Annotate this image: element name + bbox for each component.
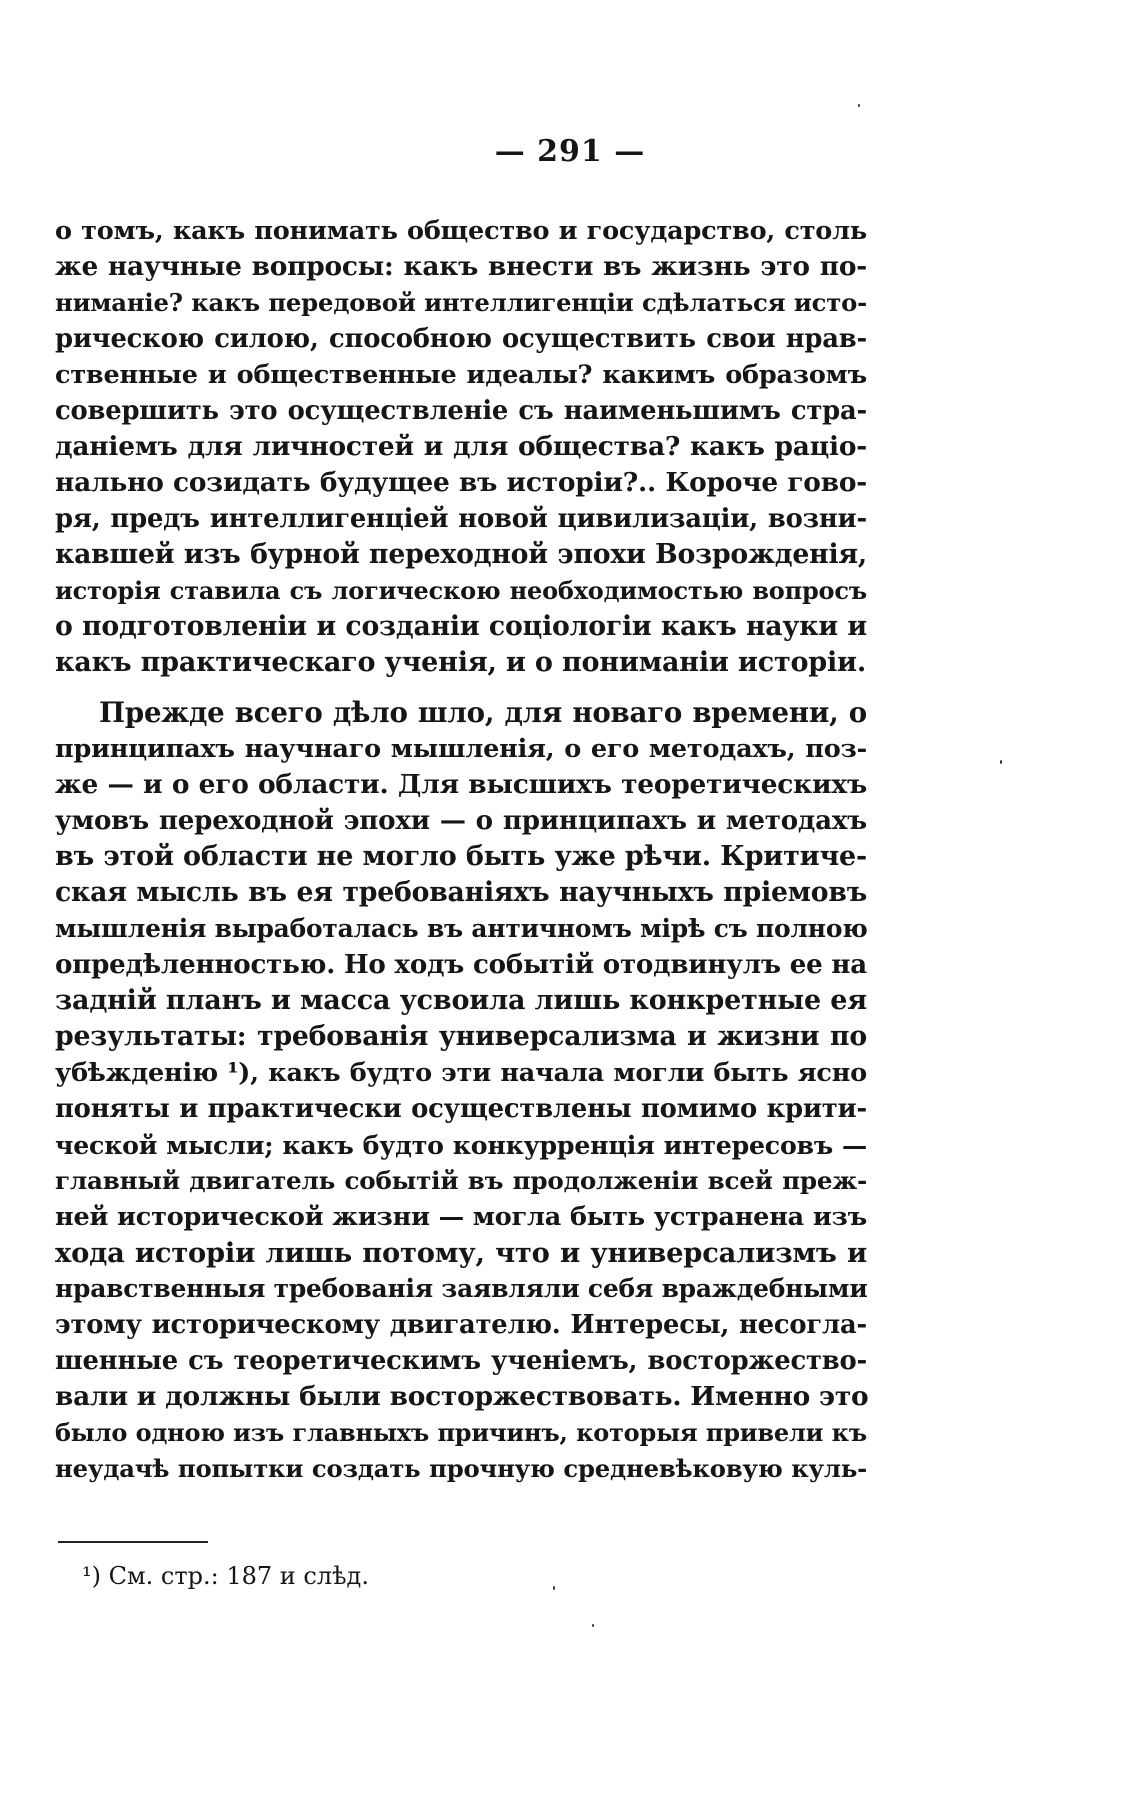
footnote: ¹) См. стр.: 187 и слѣд. bbox=[82, 1562, 369, 1590]
text-line: нравственныя требованія заявляли себя враждебными bbox=[55, 1274, 868, 1303]
text-line: хода исторіи лишь потому, что и универсализмъ и bbox=[55, 1237, 867, 1269]
text-line: нально созидать будущее въ исторіи?.. Короче гово- bbox=[55, 467, 867, 498]
print-speck bbox=[1000, 760, 1002, 764]
text-line: главный двигатель событій въ продолженіи всей преж- bbox=[55, 1166, 867, 1195]
text-line: Прежде всего дѣло шло, для новаго времени, о bbox=[99, 696, 867, 729]
text-line: же научные вопросы: какъ внести въ жизнь это по- bbox=[55, 251, 867, 282]
text-line: ря, предъ интеллигенціей новой цивилизаціи, возни- bbox=[55, 504, 867, 534]
paragraph-gap bbox=[55, 681, 867, 695]
text-line: о томъ, какъ понимать общество и государство, столь bbox=[55, 216, 867, 246]
print-speck bbox=[553, 1586, 555, 1590]
text-line: ниманіе? какъ передовой интеллигенціи сдѣлаться исто- bbox=[55, 288, 867, 317]
footnote-divider bbox=[58, 1541, 208, 1543]
text-line: этому историческому двигателю. Интересы, несогла- bbox=[55, 1310, 867, 1340]
body-text bbox=[55, 213, 867, 1487]
text-line: поняты и практически осуществлены помимо крити- bbox=[55, 1094, 867, 1124]
text-line: опредѣленностью. Но ходъ событій отодвинулъ ее на bbox=[55, 949, 868, 980]
text-line: рическою силою, способною осуществить свои нрав- bbox=[55, 324, 867, 354]
print-speck bbox=[858, 104, 860, 107]
text-line: ческой мысли; какъ будто конкурренція интересовъ — bbox=[55, 1130, 867, 1160]
text-line: совершить это осуществленіе съ наименьшимъ стра- bbox=[55, 396, 867, 426]
text-line: принципахъ научнаго мышленія, о его методахъ, поз- bbox=[55, 734, 867, 764]
text-line: шенные съ теоретическимъ ученіемъ, восторжество- bbox=[55, 1346, 867, 1376]
text-line: въ этой области не могло быть уже рѣчи. Критиче- bbox=[55, 841, 867, 872]
text-line: исторія ставила съ логическою необходимостью вопросъ bbox=[55, 576, 867, 605]
text-line: неудачѣ попытки создать прочную средневѣковую куль- bbox=[55, 1454, 867, 1483]
text-line: ская мысль въ ея требованіяхъ научныхъ пріемовъ bbox=[55, 877, 867, 908]
paragraph-2 bbox=[55, 695, 867, 1487]
text-line: задній планъ и масса усвоила лишь конкретные ея bbox=[55, 985, 867, 1016]
text-line: даніемъ для личностей и для общества? какъ раціо- bbox=[55, 431, 867, 462]
paragraph-1 bbox=[55, 213, 867, 681]
text-line: же — и о его области. Для высшихъ теоретическихъ bbox=[55, 769, 867, 800]
text-line: мышленія выработалась въ античномъ мірѣ съ полною bbox=[55, 914, 868, 943]
text-line: вали и должны были восторжествовать. Именно это bbox=[55, 1381, 869, 1412]
text-line: ней исторической жизни — могла быть устранена изъ bbox=[55, 1202, 867, 1232]
text-line: о подготовленіи и созданіи соціологіи какъ науки и bbox=[55, 611, 867, 642]
text-line: убѣжденію ¹), какъ будто эти начала могли быть ясно bbox=[55, 1058, 867, 1088]
text-line: какъ практическаго ученія, и о пониманіи исторіи. bbox=[55, 647, 867, 678]
print-speck bbox=[592, 1624, 594, 1627]
page-number: — 291 — bbox=[494, 134, 646, 169]
text-line: было одною изъ главныхъ причинъ, которыя привели къ bbox=[55, 1418, 867, 1447]
text-line: кавшей изъ бурной переходной эпохи Возрожденія, bbox=[55, 539, 867, 570]
text-line: результаты: требованія универсализма и жизни по bbox=[55, 1021, 867, 1052]
text-line: умовъ переходной эпохи — о принципахъ и методахъ bbox=[55, 805, 867, 836]
text-line: ственные и общественные идеалы? какимъ образомъ bbox=[55, 360, 867, 390]
